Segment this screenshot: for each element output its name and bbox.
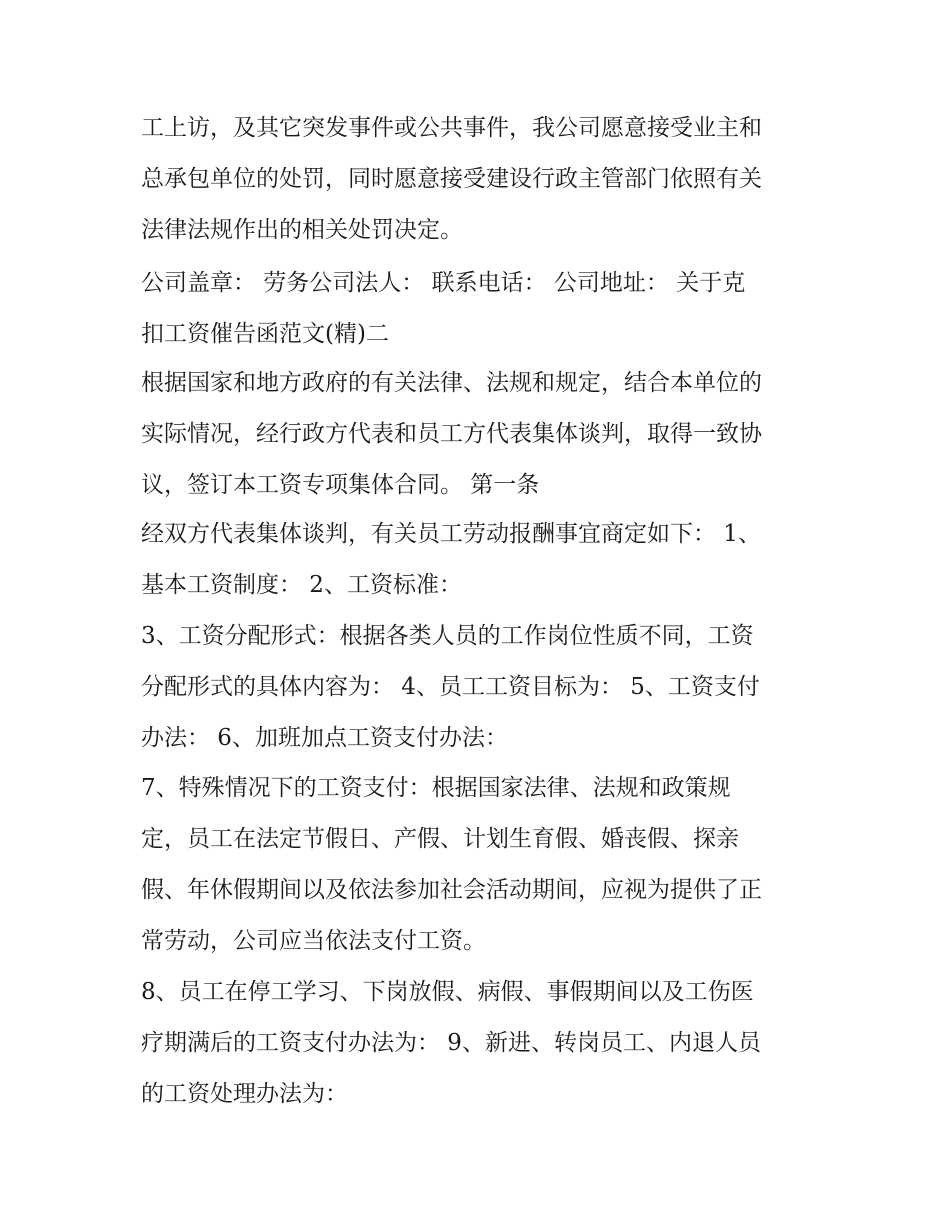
text-line: 根据国家和地方政府的有关法律、法规和规定，结合本单位的 [141,370,762,396]
text-line: 分配形式的具体内容为： 4、员工工资目标为： 5、工资支付 [141,674,760,700]
text-line: 扣工资催告函范文(精)二 [141,321,389,347]
text-line: 公司盖章： 劳务公司法人： 联系电话： 公司地址： 关于克 [141,270,746,296]
text-line: 的工资处理办法为： [141,1081,348,1107]
text-line: 实际情况，经行政方代表和员工方代表集体谈判，取得一致协 [141,421,762,447]
paragraph-penalty-acceptance [141,103,821,256]
text-line: 工上访，及其它突发事件或公共事件，我公司愿意接受业主和 [141,115,762,141]
text-line: 定，员工在法定节假日、产假、计划生育假、婚丧假、探亲 [141,826,739,852]
text-line: 常劳动，公司应当依法支付工资。 [141,928,486,954]
text-line: 法律法规作出的相关处罚决定。 [141,217,463,243]
text-line: 假、年休假期间以及依法参加社会活动期间，应视为提供了正 [141,877,762,903]
text-line: 基本工资制度： 2、工资标准： [141,572,462,598]
text-line: 3、工资分配形式：根据各类人员的工作岗位性质不同，工资 [141,623,754,649]
paragraph-company-signature [141,258,821,360]
text-line: 7、特殊情况下的工资支付：根据国家法律、法规和政策规 [141,775,731,801]
text-line: 议，签订本工资专项集体合同。 第一条 [141,472,540,498]
text-line: 8、员工在停工学习、下岗放假、病假、事假期间以及工伤医 [141,979,754,1005]
text-line: 疗期满后的工资支付办法为： 9、新进、转岗员工、内退人员 [141,1030,761,1056]
text-line: 办法： 6、加班加点工资支付办法： [141,725,508,751]
paragraph-leave-wage-payment [141,967,821,1120]
text-line: 总承包单位的处罚，同时愿意接受建设行政主管部门依照有关 [141,166,762,192]
paragraph-negotiation-items [141,509,821,611]
paragraph-contract-intro [141,358,821,511]
text-line: 经双方代表集体谈判，有关员工劳动报酬事宜商定如下： 1、 [141,521,761,547]
paragraph-special-circumstances [141,763,821,967]
paragraph-wage-distribution [141,611,821,764]
